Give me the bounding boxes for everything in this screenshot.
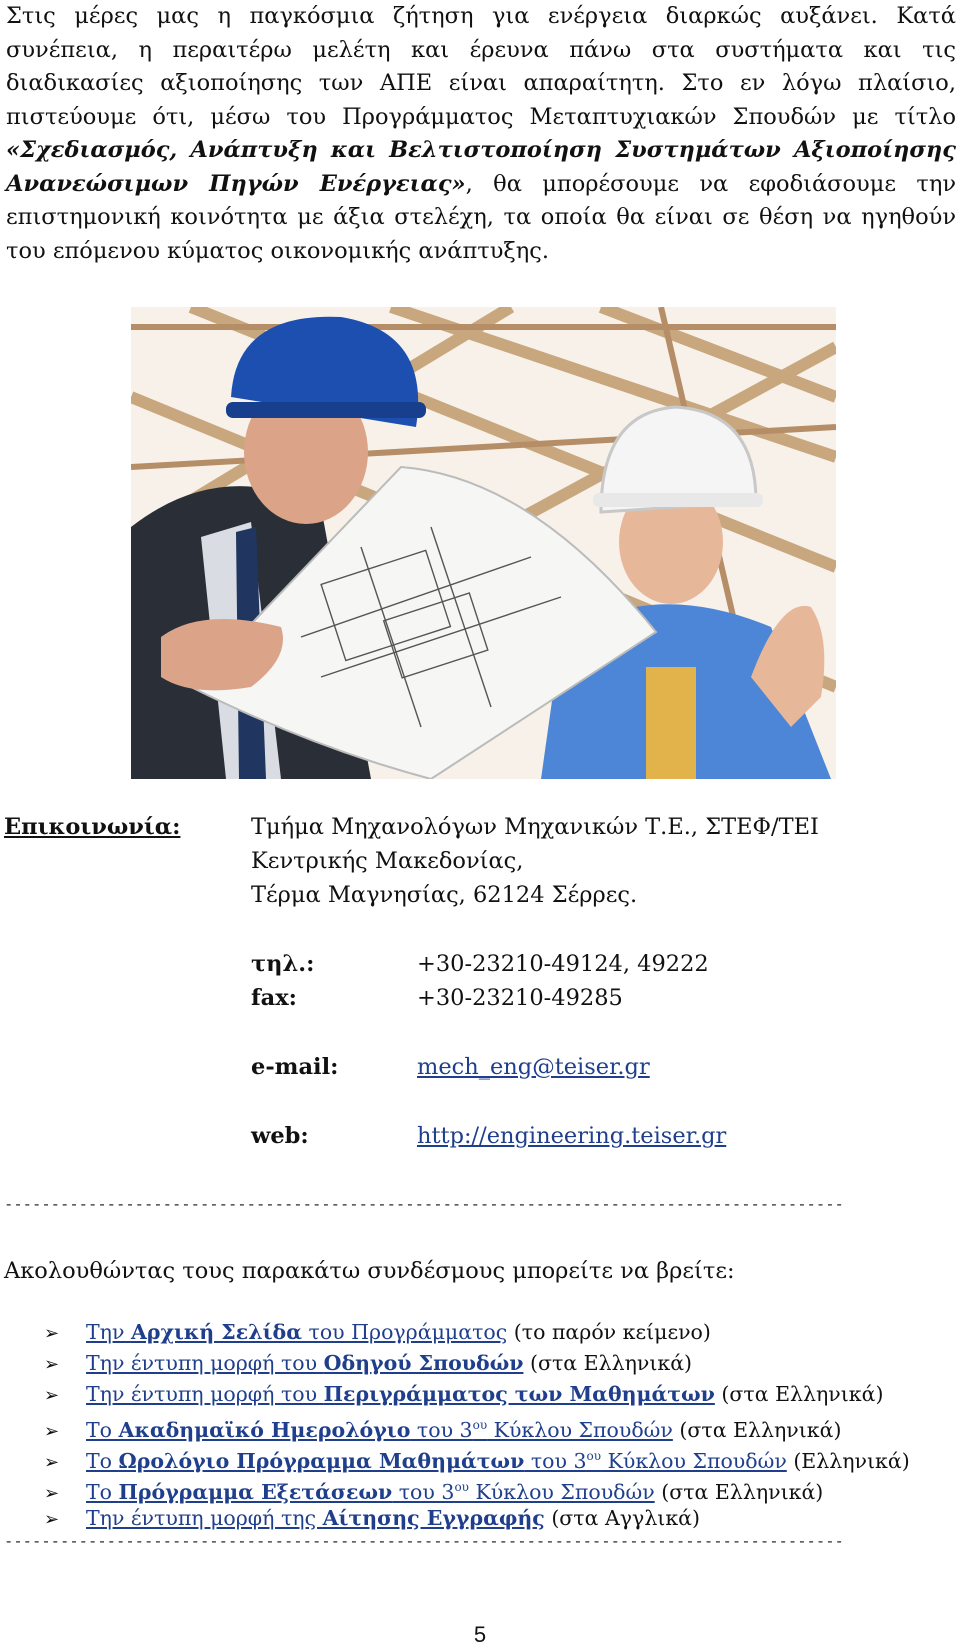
arrow-bullet-icon: ➢: [44, 1509, 60, 1530]
separator-bottom: ------------------------------------------------------------------------------------------: [4, 1532, 844, 1550]
web-link[interactable]: http://engineering.teiser.gr: [417, 1123, 727, 1149]
arrow-bullet-icon: ➢: [44, 1323, 60, 1344]
link-academic-calendar[interactable]: Το Ακαδημαϊκό Ημερολόγιο του 3$^{o\upsilon}$ Κύκλου Σπουδών: [86, 1417, 673, 1442]
contact-label: Επικοινωνία:: [4, 814, 181, 840]
address-line-3: Τέρμα Μαγνησίας, 62124 Σέρρες.: [251, 882, 638, 908]
links-list: [44, 1317, 910, 1534]
list-item: ➢ Το Ακαδημαϊκό Ημερολόγιο του 3$^{o\upsilon}$ Κύκλου Σπουδών (στα Ελληνικά): [44, 1410, 910, 1441]
fax-label: fax:: [251, 985, 297, 1011]
email-link[interactable]: mech_eng@teiser.gr: [417, 1054, 650, 1080]
link-timetable[interactable]: Το Ωρολόγιο Πρόγραμμα Μαθημάτων του 3$^{o\upsilon}$ Κύκλου Σπουδών: [86, 1448, 787, 1473]
list-item: ➢ Το Ωρολόγιο Πρόγραμμα Μαθημάτων του 3$^{o\upsilon}$ Κύκλου Σπουδών (Ελληνικά): [44, 1441, 910, 1472]
engineers-photo: [131, 307, 836, 779]
link-home-page[interactable]: Την Αρχική Σελίδα του Προγράμματος: [86, 1320, 508, 1344]
arrow-bullet-icon: ➢: [44, 1354, 60, 1375]
links-intro: Ακολουθώντας τους παρακάτω συνδέσμους μπορείτε να βρείτε:: [4, 1258, 735, 1284]
program-title: «Σχεδιασμός, Ανάπτυξη και Βελτιστοποίηση Συστημάτων Αξιοποίησης Ανανεώσιμων Πηγών Ενέργειας»: [6, 137, 956, 197]
arrow-bullet-icon: ➢: [44, 1451, 60, 1473]
list-item: ➢ Το Πρόγραμμα Εξετάσεων του 3$^{o\upsilon}$ Κύκλου Σπουδών (στα Ελληνικά): [44, 1472, 910, 1503]
link-exam-schedule[interactable]: Το Πρόγραμμα Εξετάσεων του 3$^{o\upsilon}$ Κύκλου Σπουδών: [86, 1479, 655, 1504]
list-item: ➢ Την έντυπη μορφή του Περιγράμματος των Μαθημάτων (στα Ελληνικά): [44, 1379, 910, 1410]
intro-text-1: Στις μέρες μας η παγκόσμια ζήτηση για ενέργεια διαρκώς αυξάνει. Κατά συνέπεια, η περαιτέρω μελέτη και έρευνα πάνω στα συστήματα και τις διαδικασίες αξιοποίησης των ΑΠΕ είναι απαραίτητη. Στο εν λόγω πλαίσιο, πιστεύουμε ότι, μέσω του Προγράμματος Μεταπτυχιακών Σπουδών με τίτλο: [6, 3, 956, 130]
link-registration-form[interactable]: Την έντυπη μορφή της Αίτησης Εγγραφής: [86, 1506, 545, 1530]
address-line-2: Κεντρικής Μακεδονίας,: [251, 848, 524, 874]
arrow-bullet-icon: ➢: [44, 1385, 60, 1406]
fax-value: +30-23210-49285: [417, 985, 623, 1011]
web-value: [417, 1123, 726, 1149]
email-value: [417, 1054, 650, 1080]
intro-text-2: , θα μπορέσουμε να εφοδιάσουμε την επιστημονική κοινότητα με άξια στελέχη, τα οποία θα είναι σε θέση να ηγηθούν του επόμενου κύματος οικονομικής ανάπτυξης.: [6, 170, 957, 264]
page-number: 5: [473, 1622, 487, 1647]
intro-paragraph: [6, 0, 956, 268]
list-item: ➢ Την έντυπη μορφή του Οδηγού Σπουδών (στα Ελληνικά): [44, 1348, 910, 1379]
address-line-1: Τμήμα Μηχανολόγων Μηχανικών Τ.Ε., ΣΤΕΦ/ΤΕΙ: [251, 814, 819, 840]
arrow-bullet-icon: ➢: [44, 1420, 60, 1442]
email-label: e-mail:: [251, 1054, 339, 1080]
link-study-guide[interactable]: Την έντυπη μορφή του Οδηγού Σπουδών: [86, 1351, 524, 1375]
separator-top: ------------------------------------------------------------------------------------------: [4, 1195, 844, 1213]
arrow-bullet-icon: ➢: [44, 1482, 60, 1504]
web-label: web:: [251, 1123, 309, 1149]
link-course-outline[interactable]: Την έντυπη μορφή του Περιγράμματος των Μαθημάτων: [86, 1382, 715, 1406]
phone-label: τηλ.:: [251, 951, 315, 977]
phone-value: +30-23210-49124, 49222: [417, 951, 709, 977]
list-item: ➢ Την έντυπη μορφή της Αίτησης Εγγραφής (στα Αγγλικά): [44, 1503, 910, 1534]
list-item: ➢ Την Αρχική Σελίδα του Προγράμματος (το παρόν κείμενο): [44, 1317, 910, 1348]
